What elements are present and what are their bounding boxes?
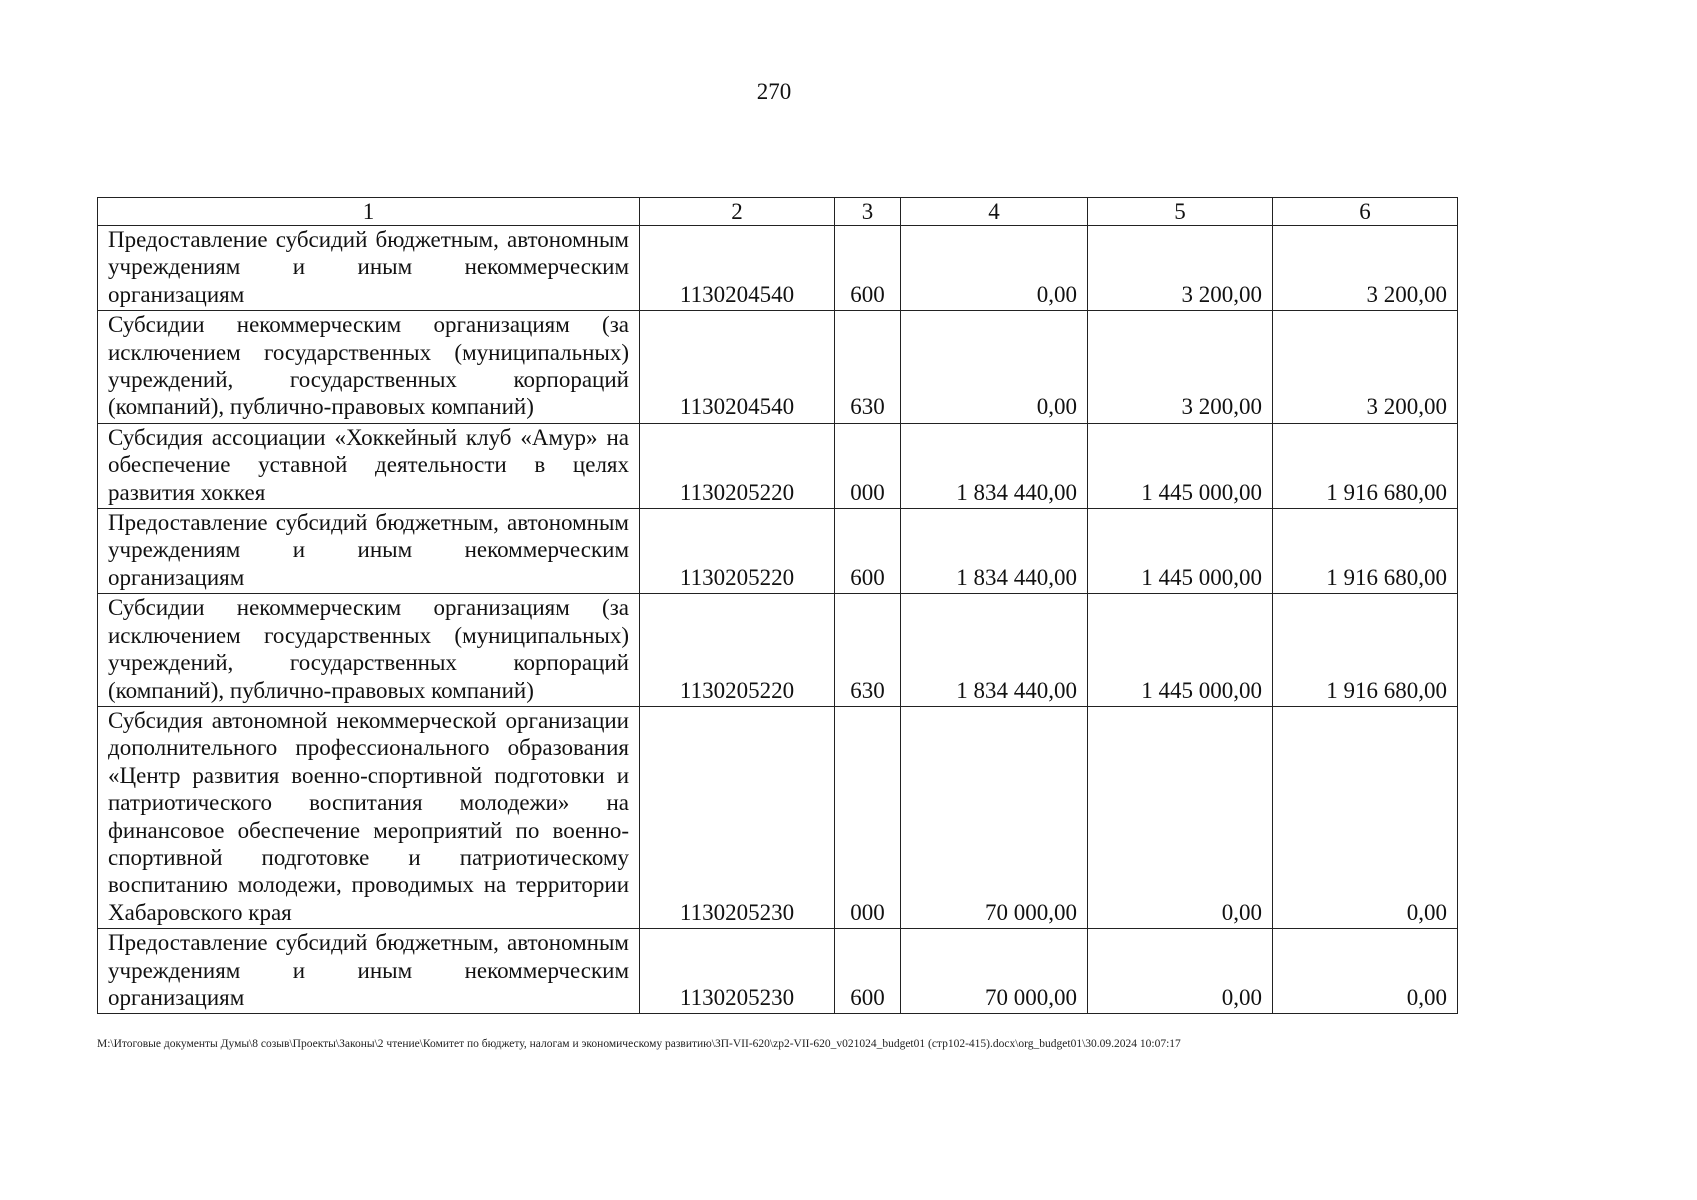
table-row <box>98 929 1458 1014</box>
column-number: 5 <box>1088 198 1273 226</box>
row-type-cell: 000 <box>835 423 901 508</box>
row-type-cell: 630 <box>835 311 901 424</box>
row-value-1-cell: 1 834 440,00 <box>901 423 1088 508</box>
column-number: 4 <box>901 198 1088 226</box>
row-type-cell: 600 <box>835 509 901 594</box>
row-value-3-cell: 3 200,00 <box>1273 311 1458 424</box>
row-value-3-cell: 3 200,00 <box>1273 226 1458 311</box>
row-value-1-cell: 70 000,00 <box>901 929 1088 1014</box>
table-row <box>98 706 1458 928</box>
column-number: 3 <box>835 198 901 226</box>
row-name-cell: Предоставление субсидий бюджетным, автономным учреждениям и иным некоммерческим организациям <box>98 226 640 311</box>
row-code-cell: 1130204540 <box>640 311 835 424</box>
row-value-2-cell: 3 200,00 <box>1088 226 1273 311</box>
row-name-cell: Предоставление субсидий бюджетным, автономным учреждениям и иным некоммерческим организациям <box>98 509 640 594</box>
row-type-cell: 600 <box>835 226 901 311</box>
table-row <box>98 311 1458 424</box>
column-number-row <box>98 198 1458 226</box>
row-type-cell: 000 <box>835 706 901 928</box>
row-value-3-cell: 1 916 680,00 <box>1273 594 1458 707</box>
row-value-1-cell: 70 000,00 <box>901 706 1088 928</box>
budget-table <box>97 197 1458 1014</box>
row-value-2-cell: 0,00 <box>1088 929 1273 1014</box>
row-type-cell: 600 <box>835 929 901 1014</box>
table-row <box>98 509 1458 594</box>
row-name-cell: Субсидии некоммерческим организациям (за исключением государственных (муниципальных) учреждений, государственных корпораций (компаний), публично-правовых компаний) <box>98 594 640 707</box>
column-number: 2 <box>640 198 835 226</box>
row-value-3-cell: 0,00 <box>1273 706 1458 928</box>
row-code-cell: 1130204540 <box>640 226 835 311</box>
row-code-cell: 1130205220 <box>640 509 835 594</box>
row-name-cell: Предоставление субсидий бюджетным, автономным учреждениям и иным некоммерческим организациям <box>98 929 640 1014</box>
column-number: 6 <box>1273 198 1458 226</box>
row-type-cell: 630 <box>835 594 901 707</box>
row-code-cell: 1130205220 <box>640 423 835 508</box>
row-value-1-cell: 1 834 440,00 <box>901 594 1088 707</box>
table-row <box>98 423 1458 508</box>
page-number: 270 <box>756 79 792 104</box>
row-value-1-cell: 0,00 <box>901 226 1088 311</box>
row-code-cell: 1130205230 <box>640 929 835 1014</box>
column-number: 1 <box>98 198 640 226</box>
row-value-2-cell: 1 445 000,00 <box>1088 423 1273 508</box>
row-code-cell: 1130205230 <box>640 706 835 928</box>
table-row <box>98 594 1458 707</box>
row-value-3-cell: 1 916 680,00 <box>1273 423 1458 508</box>
row-value-2-cell: 1 445 000,00 <box>1088 594 1273 707</box>
row-name-cell: Субсидии некоммерческим организациям (за исключением государственных (муниципальных) учреждений, государственных корпораций (компаний), публично-правовых компаний) <box>98 311 640 424</box>
row-value-2-cell: 3 200,00 <box>1088 311 1273 424</box>
row-name-cell: Субсидия ассоциации «Хоккейный клуб «Амур» на обеспечение уставной деятельности в целях развития хоккея <box>98 423 640 508</box>
row-name-cell: Субсидия автономной некоммерческой организации дополнительного профессионального образования «Центр развития военно-спортивной подготовки и патриотического воспитания молодежи» на финансовое обеспечение мероприятий по военно-спортивной подготовке и патриотическому воспитанию молодежи, проводимых на территории Хабаровского края <box>98 706 640 928</box>
row-value-2-cell: 0,00 <box>1088 706 1273 928</box>
row-value-1-cell: 1 834 440,00 <box>901 509 1088 594</box>
row-value-1-cell: 0,00 <box>901 311 1088 424</box>
row-code-cell: 1130205220 <box>640 594 835 707</box>
row-value-3-cell: 1 916 680,00 <box>1273 509 1458 594</box>
row-value-2-cell: 1 445 000,00 <box>1088 509 1273 594</box>
table-row <box>98 226 1458 311</box>
file-path-footer: M:\Итоговые документы Думы\8 созыв\Проекты\Законы\2 чтение\Комитет по бюджету, налогам и экономическому развитию\ЗП-VII-620\zp2-VII-620_v021024_budget01 (стр102-415).docx\org_budget01\30.09.2024 10:07:17 <box>97 1038 1181 1050</box>
row-value-3-cell: 0,00 <box>1273 929 1458 1014</box>
